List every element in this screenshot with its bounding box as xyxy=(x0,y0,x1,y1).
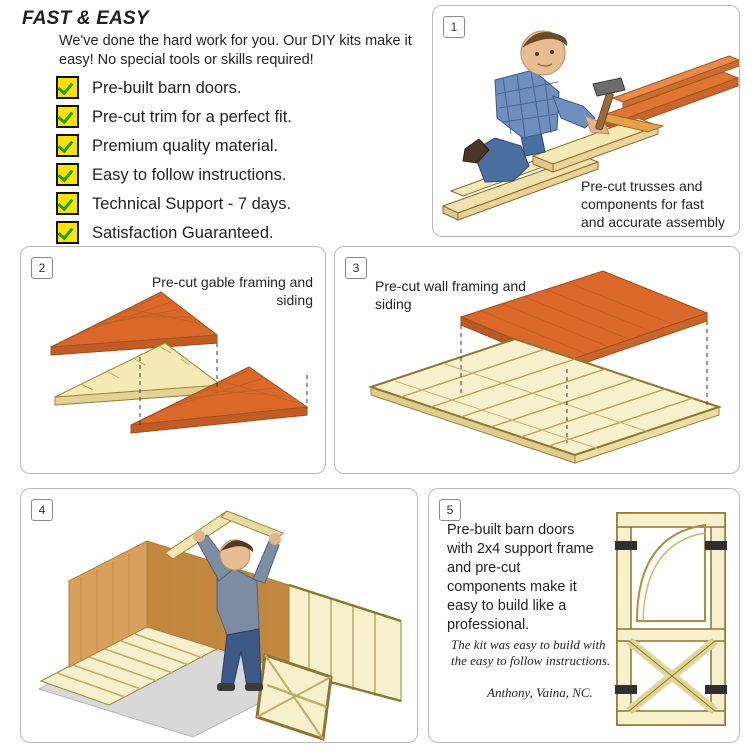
page-subtitle: We've done the hard work for you. Our DIY kits make it easy! No special tools or skills required! xyxy=(59,33,412,68)
panel-number: 1 xyxy=(443,16,465,38)
check-icon xyxy=(56,192,79,215)
panel-1-caption: Pre-cut trusses and components for fast and accurate assembly xyxy=(581,178,725,230)
feature-label: Satisfaction Guaranteed. xyxy=(92,223,274,242)
panel-number: 5 xyxy=(439,499,461,521)
panel-number: 3 xyxy=(345,257,367,279)
feature-label: Pre-cut trim for a perfect fit. xyxy=(92,107,292,126)
feature-label: Easy to follow instructions. xyxy=(92,165,287,184)
feature-label: Technical Support - 7 days. xyxy=(92,194,292,213)
features-block xyxy=(14,4,424,242)
panel-5-caption: Pre-built barn doors with 2x4 support frame and pre-cut components make it easy to build like a professional. xyxy=(447,522,594,633)
panel-5-quote: The kit was easy to build with the easy to follow instructions. xyxy=(451,637,611,668)
panel-4-illustration xyxy=(21,489,418,743)
check-icon xyxy=(56,163,79,186)
list-item xyxy=(56,134,424,157)
check-icon xyxy=(56,76,79,99)
page-title: FAST & EASY xyxy=(22,8,149,29)
panel-4 xyxy=(20,488,418,743)
list-item xyxy=(56,221,424,244)
check-icon xyxy=(56,105,79,128)
panel-2-caption: Pre-cut gable framing and siding xyxy=(151,274,313,308)
panel-3 xyxy=(334,246,740,474)
feature-label: Premium quality material. xyxy=(92,136,279,155)
panel-2 xyxy=(20,246,326,474)
list-item xyxy=(56,163,424,186)
panel-5-signature: Anthony, Vaina, NC. xyxy=(487,685,593,700)
feature-label: Pre-built barn doors. xyxy=(92,78,242,97)
panel-number: 2 xyxy=(31,257,53,279)
list-item xyxy=(56,105,424,128)
panel-5 xyxy=(428,488,740,743)
panel-3-caption: Pre-cut wall framing and siding xyxy=(375,278,526,312)
check-icon xyxy=(56,134,79,157)
list-item xyxy=(56,192,424,215)
check-icon xyxy=(56,221,79,244)
panel-number: 4 xyxy=(31,499,53,521)
list-item xyxy=(56,76,424,99)
feature-list xyxy=(56,76,424,244)
panel-1 xyxy=(432,5,740,237)
